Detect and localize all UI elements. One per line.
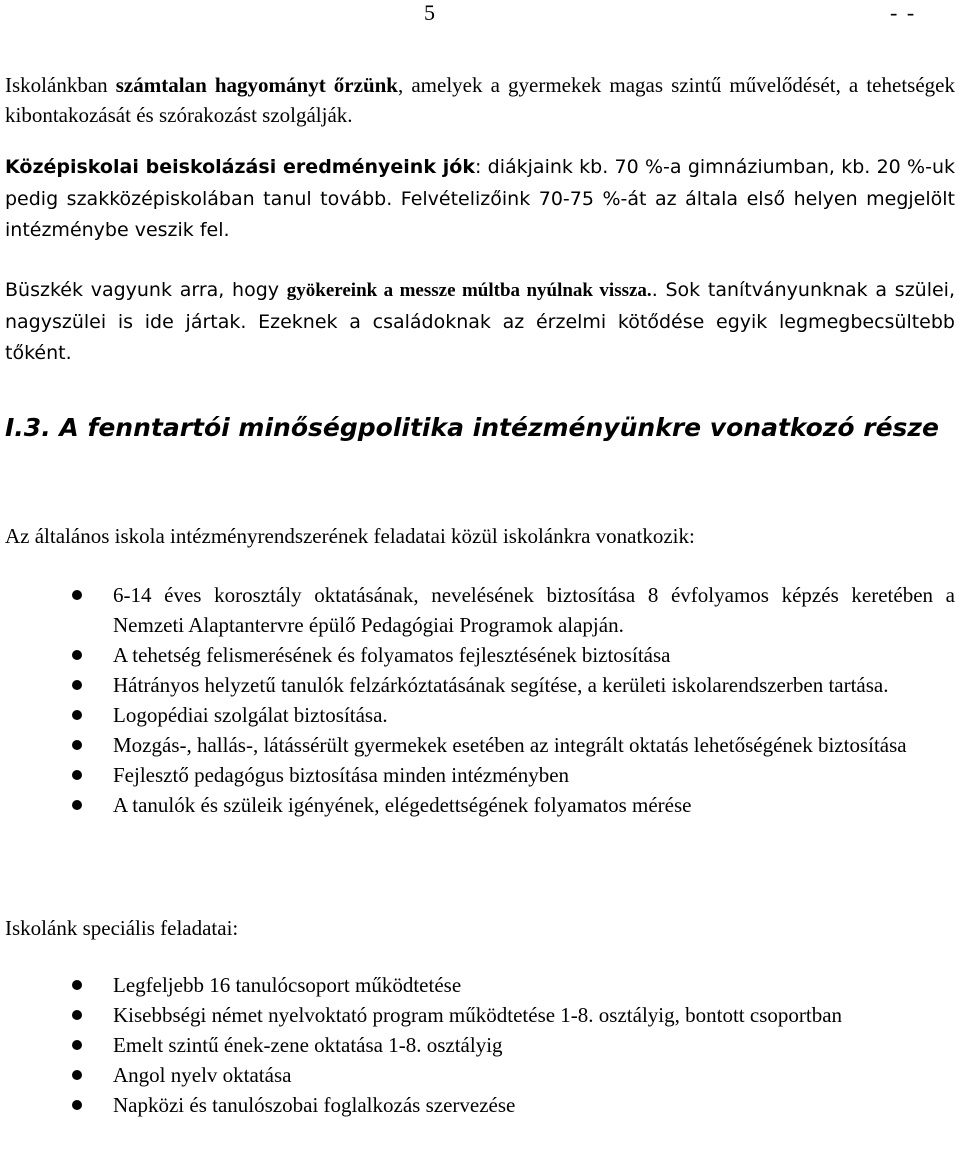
list-item-text: A tehetség felismerésének és folyamatos fejlesztésének biztosítása xyxy=(113,643,671,667)
paragraph-bold-text: Középiskolai beiskolázási eredményeink jók xyxy=(5,156,475,178)
section-heading: I.3. A fenntartói minőségpolitika intézményünkre vonatkozó része xyxy=(5,413,939,442)
bullet-icon xyxy=(72,1070,82,1080)
bullet-icon xyxy=(72,980,82,990)
paragraph-roots xyxy=(5,275,955,370)
list-item-text: Mozgás-, hallás-, látássérült gyermekek esetében az integrált oktatás lehetőségének biztosítása xyxy=(113,733,907,757)
list-item xyxy=(0,1000,960,1030)
bullet-icon xyxy=(72,800,82,810)
list-item-text: A tanulók és szüleik igényének, elégedettségének folyamatos mérése xyxy=(113,793,692,817)
paragraph-text: Iskolánkban xyxy=(5,73,116,97)
list-item xyxy=(0,1090,960,1120)
list-item-text: Angol nyelv oktatása xyxy=(113,1063,292,1087)
paragraph-results xyxy=(5,152,955,247)
list-item-text: Kisebbségi német nyelvoktató program működtetése 1-8. osztályig, bontott csoportban xyxy=(113,1003,843,1027)
bullet-icon xyxy=(72,1100,82,1110)
subheading-special-tasks: Iskolánk speciális feladatai: xyxy=(5,916,239,940)
bullet-icon xyxy=(72,650,82,660)
list-item xyxy=(0,640,960,670)
list-item xyxy=(0,580,960,640)
bullet-icon xyxy=(72,740,82,750)
page-mark: - - xyxy=(890,0,917,25)
list-item xyxy=(0,670,960,700)
list-item-text: Emelt szintű ének-zene oktatása 1-8. osztályig xyxy=(113,1033,503,1057)
paragraph-text: : diákjaink kb. 70 %-a gimnáziumban, kb. 20 %-uk pedig szakközépiskolában tanul tovább. Felvételizőink 70-75 %-át az általa első helyen megjelölt intézménybe veszik fel. xyxy=(5,156,955,241)
paragraph-text: . Sok tanítványunknak a szülei, nagyszülei is ide jártak. Ezeknek a családoknak az érzelmi kötődése egyik legmegbecsültebb tőként. xyxy=(5,279,955,364)
page-number: 5 xyxy=(424,0,435,25)
bullet-icon xyxy=(72,1010,82,1020)
subheading-general-tasks: Az általános iskola intézményrendszerének feladatai közül iskolánkra vonatkozik: xyxy=(5,524,695,548)
special-tasks-list xyxy=(0,970,960,1120)
list-item xyxy=(0,730,960,760)
paragraph-traditions xyxy=(5,70,955,130)
list-item xyxy=(0,1030,960,1060)
bullet-icon xyxy=(72,680,82,690)
bullet-icon xyxy=(72,770,82,780)
bullet-icon xyxy=(72,1040,82,1050)
paragraph-text: , amelyek a gyermekek magas szintű művelődését, a tehetségek kibontakozását és szórakozást szolgálják. xyxy=(5,73,955,127)
list-item-text: Legfeljebb 16 tanulócsoport működtetése xyxy=(113,973,462,997)
paragraph-bold-text: számtalan hagyományt őrzünk xyxy=(115,73,398,97)
general-tasks-list xyxy=(0,580,960,820)
list-item-text: Napközi és tanulószobai foglalkozás szervezése xyxy=(113,1093,516,1117)
list-item xyxy=(0,970,960,1000)
list-item-text: Hátrányos helyzetű tanulók felzárkóztatásának segítése, a kerületi iskolarendszerben tartása. xyxy=(113,673,889,697)
list-item-text: Logopédiai szolgálat biztosítása. xyxy=(113,703,388,727)
list-item xyxy=(0,700,960,730)
list-item xyxy=(0,760,960,790)
list-item-text: Fejlesztő pedagógus biztosítása minden intézményben xyxy=(113,763,570,787)
bullet-icon xyxy=(72,590,82,600)
paragraph-bold-text: gyökereink a messze múltba nyúlnak vissza. xyxy=(286,280,652,301)
list-item xyxy=(0,1060,960,1090)
list-item-text: 6-14 éves korosztály oktatásának, nevelésének biztosítása 8 évfolyamos képzés keretében a Nemzeti Alaptantervre épülő Pedagógiai Programok alapján. xyxy=(113,583,955,637)
list-item xyxy=(0,790,960,820)
paragraph-text: Büszkék vagyunk arra, hogy xyxy=(5,279,287,301)
bullet-icon xyxy=(72,710,82,720)
